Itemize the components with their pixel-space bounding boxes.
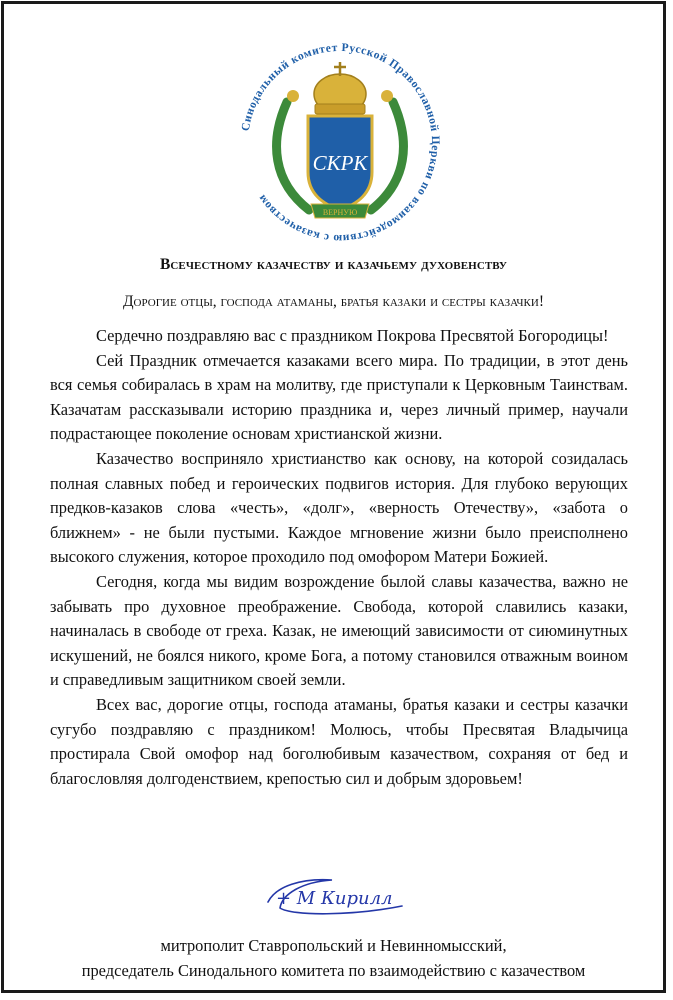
committee-emblem-icon xyxy=(229,32,451,254)
document-page xyxy=(1,1,666,993)
signer-title-line-1: митрополит Ставропольский и Невинномысский, xyxy=(160,936,507,955)
paragraph: Сей Праздник отмечается казаками всего мира. По традиции, в этот день вся семья собиралась в храм на молитву, где приступали к Церковным Таинствам. Казачатам рассказывали историю праздника и, через личный пример, научали подрастающее поколение основам христианской жизни. xyxy=(50,350,628,444)
letter-body xyxy=(50,324,628,791)
document-title: Всечестному казачеству и казачьему духовенству xyxy=(159,256,508,273)
paragraph: Сегодня, когда мы видим возрождение былой славы казачества, важно не забывать про духовное преображение. Свобода, которой славились казаки, начиналась в свободе от греха. Казак, не имеющий зависимости от сиюминутных искушений, не боялся никого, кроме Бога, а потому становился отважным воином и справедливым защитником своей земли. xyxy=(50,571,628,690)
signer-title-line-2: председатель Синодального комитета по взаимодействию с казачеством xyxy=(81,961,586,980)
emblem-monogram: СКРК xyxy=(312,151,368,175)
paragraph: Сердечно поздравляю вас с праздником Покрова Пресвятой Богородицы! xyxy=(96,326,609,345)
paragraph: Казачество восприняло христианство как основу, на которой созидалась полная славных побед и героических подвигов история. Для глубоко верующих предков-казаков слова «честь», «долг», «верность Отечеству», «забота о ближнем» - не были пустыми. Каждое мгновение жизни было преисполнено высокого служения, которое проходило под омофором Матери Божией. xyxy=(50,448,628,567)
document-subtitle: Дорогие отцы, господа атаманы, братья казаки и сестры казачки! xyxy=(122,293,544,310)
emblem-ring-text: Синодальный комитет Русской Православной Церкви по взаимодействию с казачеством xyxy=(239,41,442,245)
paragraph: Всех вас, дорогие отцы, господа атаманы, братья казаки и сестры казачки сугубо поздравляю с праздником! Молюсь, чтобы Пресвятая Владычица простирала Свой омофор над боголюбивым казачеством, сохраняя от бед и благословляя долгоденствием, крепостью сил и добрым здоровьем! xyxy=(50,694,628,788)
signature-text: + М Кирилл xyxy=(276,888,393,909)
emblem-ribbon-text: ВЕРНУЮ xyxy=(322,208,358,217)
handwritten-signature xyxy=(262,864,412,932)
